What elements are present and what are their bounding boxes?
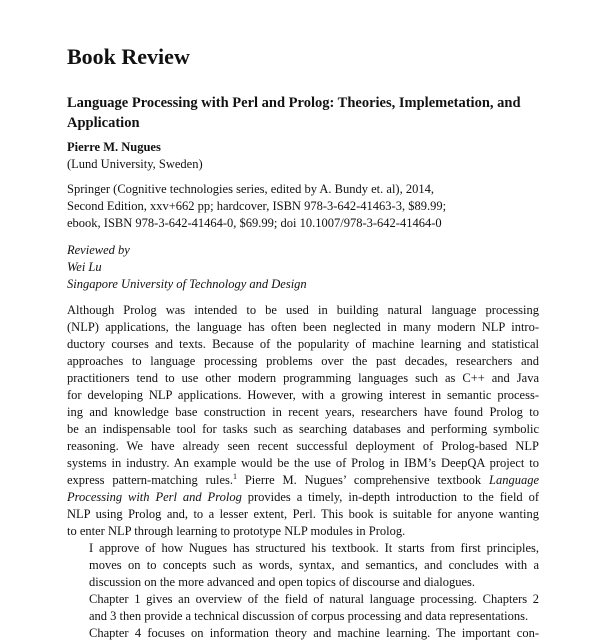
- paragraph-1: [67, 302, 539, 540]
- text-line: to enter NLP through learning to prototype NLP modules in Prolog.: [67, 524, 406, 538]
- text-line: moves on to concepts such as words, syntax, and semantics, and concludes with a: [89, 558, 539, 572]
- review-body: [67, 302, 539, 642]
- reviewer-name: Wei Lu: [67, 260, 102, 274]
- text-line: Although Prolog was intended to be used in building natural language processing: [67, 303, 539, 317]
- text-line: approaches to language processing problems over the past decades, researchers and: [67, 354, 539, 368]
- text-line: be an indispensable tool for tasks such as searching databases and performing symbolic: [67, 422, 539, 436]
- author-name: Pierre M. Nugues: [67, 140, 161, 154]
- text-line: for developing NLP applications. However, with a growing interest in semantic process-: [67, 388, 539, 402]
- publication-line: ebook, ISBN 978-3-642-41464-0, $69.99; doi 10.1007/978-3-642-41464-0: [67, 216, 442, 230]
- text-line: Chapter 1 gives an overview of the field of natural language processing. Chapters 2: [89, 592, 539, 606]
- text-line: [67, 472, 539, 489]
- text-run: provides a timely, in-depth introduction to the field of: [241, 490, 540, 504]
- text-line: (NLP) applications, the language has often been neglected in many modern NLP intro-: [67, 320, 539, 334]
- footnote-marker[interactable]: 1: [233, 471, 237, 481]
- text-line: reasoning. We have already seen recent successful deployment of Prolog-based NLP: [67, 439, 539, 453]
- publication-line: Second Edition, xxv+662 pp; hardcover, ISBN 978-3-642-41463-3, $89.99;: [67, 199, 447, 213]
- book-title-italic: Processing with Perl and Prolog: [67, 490, 242, 504]
- text-line: I approve of how Nugues has structured his textbook. It starts from first principles,: [89, 541, 539, 555]
- text-line: [67, 489, 539, 506]
- author-affiliation: (Lund University, Sweden): [67, 157, 203, 171]
- text-line: NLP using Prolog and, to a lesser extent, Perl. This book is suitable for anyone wanting: [67, 507, 539, 521]
- paragraph-4: [67, 625, 539, 642]
- text-line: systems in industry. An example would be the use of Prolog in IBM’s DeepQA project to: [67, 456, 539, 470]
- text-line: ing and knowledge base construction in recent years, researchers have found Prolog to: [67, 405, 539, 419]
- publication-details: [67, 181, 537, 232]
- paragraph-3: [67, 591, 539, 625]
- text-line: ductory courses and texts. Because of the popularity of machine learning and statistical: [67, 337, 539, 351]
- publication-line: Springer (Cognitive technologies series, edited by A. Bundy et. al), 2014,: [67, 182, 434, 196]
- text-run: Pierre M. Nugues’ comprehensive textbook: [237, 473, 490, 487]
- text-line: practitioners tend to use other modern programming languages such as C++ and Java: [67, 371, 539, 385]
- book-title-italic: Language: [489, 473, 540, 487]
- reviewed-by-label: Reviewed by: [67, 243, 130, 257]
- section-heading: Book Review: [67, 44, 190, 69]
- text-line: and 3 then provide a technical discussion of corpus processing and data representations.: [89, 609, 529, 623]
- text-run: express pattern-matching rules.: [67, 473, 233, 487]
- paragraph-2: [67, 540, 539, 591]
- author-block: [67, 139, 203, 173]
- reviewer-block: [67, 242, 307, 293]
- book-title: Language Processing with Perl and Prolog: Theories, Implemetation, and Application: [67, 95, 521, 131]
- reviewer-affiliation: Singapore University of Technology and Design: [67, 277, 307, 291]
- text-line: Chapter 4 focuses on information theory and machine learning. The important con-: [89, 626, 539, 640]
- text-line: discussion on the more advanced and open topics of discourse and dialogues.: [89, 575, 476, 589]
